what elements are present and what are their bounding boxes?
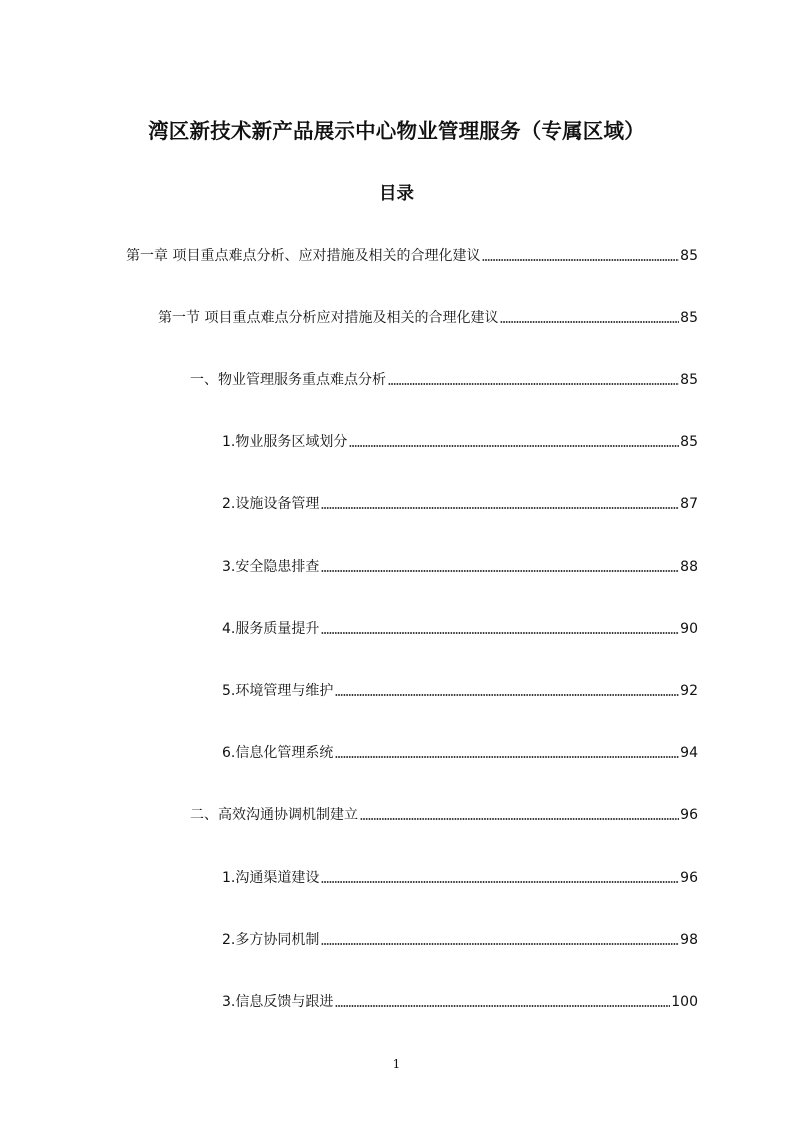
toc-entry-page: 90 — [680, 621, 698, 637]
toc-entry-page: 85 — [680, 434, 698, 450]
toc-entry-label: 二、高效沟通协调机制建立 — [190, 807, 358, 823]
toc-entry-chapter-1[interactable] — [126, 243, 698, 265]
toc-entry-page: 85 — [680, 310, 698, 326]
toc-entry-label: 5.环境管理与维护 — [222, 683, 334, 699]
dot-leader — [349, 445, 679, 447]
toc-entry-label: 第一章 项目重点难点分析、应对措施及相关的合理化建议 — [126, 248, 481, 264]
dot-leader — [321, 881, 679, 883]
dot-leader — [335, 756, 679, 758]
toc-entry-page: 96 — [680, 870, 698, 886]
toc-entry-page: 85 — [680, 248, 698, 264]
toc-entry-page: 92 — [680, 683, 698, 699]
toc-entry-item-2-1[interactable] — [222, 865, 698, 887]
dot-leader — [321, 632, 679, 634]
toc-entry-page: 96 — [680, 807, 698, 823]
toc-entry-item-2-2[interactable] — [222, 927, 698, 949]
toc-entry-item-1-6[interactable] — [222, 740, 698, 762]
toc-entry-label: 2.多方协同机制 — [222, 932, 320, 948]
dot-leader — [321, 570, 679, 572]
toc-entry-item-1-3[interactable] — [222, 554, 698, 576]
toc-entry-page: 88 — [680, 559, 698, 575]
toc-entry-item-1-4[interactable] — [222, 616, 698, 638]
toc-entry-item-1-1[interactable] — [222, 429, 698, 451]
toc-entry-page: 87 — [680, 496, 698, 512]
dot-leader — [482, 259, 679, 261]
dot-leader — [388, 383, 679, 385]
toc-entry-label: 1.沟通渠道建设 — [222, 870, 320, 886]
toc-entry-section-1[interactable] — [158, 305, 698, 327]
toc-entry-label: 6.信息化管理系统 — [222, 745, 334, 761]
dot-leader — [500, 321, 679, 323]
toc-entry-page: 100 — [671, 994, 698, 1010]
dot-leader — [360, 818, 679, 820]
toc-entry-subsection-1[interactable] — [190, 367, 698, 389]
toc-entry-label: 第一节 项目重点难点分析应对措施及相关的合理化建议 — [158, 310, 499, 326]
toc-entry-page: 85 — [680, 372, 698, 388]
dot-leader — [321, 507, 679, 509]
dot-leader — [321, 943, 679, 945]
toc-entry-page: 98 — [680, 932, 698, 948]
toc-entry-item-1-2[interactable] — [222, 491, 698, 513]
toc-entry-label: 3.安全隐患排查 — [222, 559, 320, 575]
toc-entry-page: 94 — [680, 745, 698, 761]
document-title: 湾区新技术新产品展示中心物业管理服务（专属区域） — [148, 119, 645, 143]
toc-entry-subsection-2[interactable] — [190, 802, 698, 824]
toc-heading: 目录 — [379, 184, 414, 204]
toc-entry-label: 4.服务质量提升 — [222, 621, 320, 637]
toc-entry-label: 2.设施设备管理 — [222, 496, 320, 512]
toc-entry-label: 3.信息反馈与跟进 — [222, 994, 334, 1010]
toc-entry-item-1-5[interactable] — [222, 678, 698, 700]
toc-entry-item-2-3[interactable] — [222, 989, 698, 1011]
toc-entry-label: 一、物业管理服务重点难点分析 — [190, 372, 386, 388]
page-number: 1 — [392, 1057, 401, 1071]
dot-leader — [335, 1005, 670, 1007]
toc-entry-label: 1.物业服务区域划分 — [222, 434, 348, 450]
dot-leader — [335, 694, 679, 696]
